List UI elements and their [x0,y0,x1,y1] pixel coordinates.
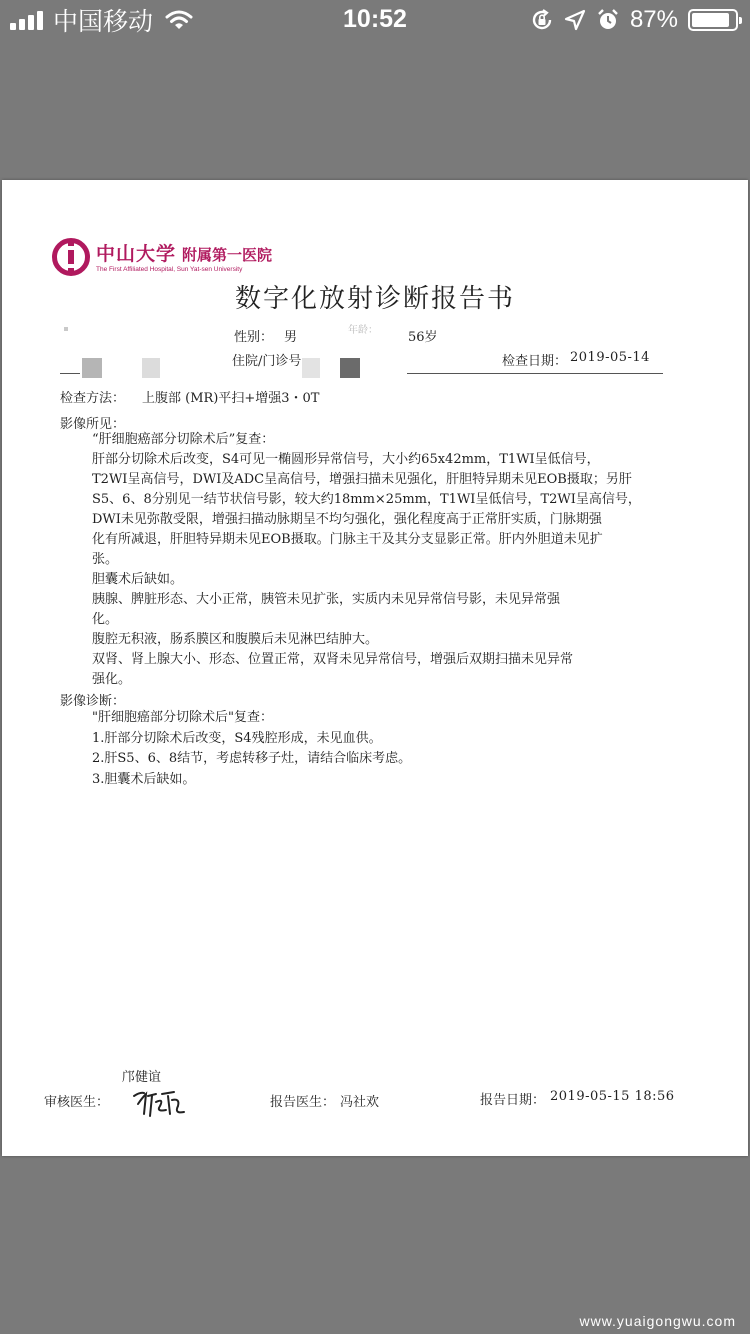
reviewer-signature [130,1084,186,1120]
report-title: 数字化放射诊断报告书 [234,284,515,314]
reviewer-label: 审核医生： [44,1095,110,1110]
diagnosis-line: "肝细胞癌部分切除术后"复查： [92,710,273,725]
findings-paragraph [92,530,692,551]
findings-line: 胆囊术后缺如。 [92,572,184,587]
findings-paragraph [92,550,118,571]
diagnosis-heading: 影像诊断： [60,694,126,709]
findings-paragraph [92,670,131,691]
exam-date-label: 检查日期： [502,354,568,369]
findings-paragraph [92,650,692,671]
reporter-name: 冯社欢 [340,1095,380,1110]
battery-fill [692,13,729,27]
findings-paragraph [92,470,692,491]
findings-line: “肝细胞癌部分切除术后”复查： [92,432,275,447]
diagnosis-line: 3.胆囊术后缺如。 [92,771,196,787]
redaction-block [64,327,68,331]
reviewer-name-stamp: 邝健谊 [122,1070,162,1085]
hospital-english-name: The First Affiliated Hospital, Sun Yat-sen University [96,266,243,273]
battery-percent: 87% [629,6,678,33]
redaction-block [82,358,102,378]
gender-label: 性别： [234,330,274,345]
diagnosis-line: 1.肝部分切除术后改变，S4残腔形成，未见血供。 [92,730,382,746]
age-value: 56岁 [408,330,438,345]
findings-paragraph [92,610,118,631]
hospital-emblem-icon [52,238,90,276]
findings-paragraph [92,570,183,591]
findings-heading: 影像所见： [60,417,126,432]
watermark-text: www.yuaigongwu.com [579,1313,736,1329]
location-icon [564,9,586,31]
findings-line: 双肾、肾上腺大小、形态、位置正常，双肾未见异常信号，增强后双期扫描未见异常 [92,652,574,667]
reporter-label: 报告医生： [270,1095,336,1110]
findings-paragraph [92,630,378,651]
findings-line: S5、6、8分别见一结节状信号影，较大约18mm×25mm，T1WI呈低信号，T2WI呈高信号， [92,492,641,507]
findings-paragraph [92,590,692,611]
battery-icon [688,9,738,31]
report-date-label: 报告日期： [480,1093,546,1108]
status-bar [0,0,750,40]
redaction-block [142,358,160,378]
clock-time: 10:52 [343,5,407,33]
findings-line: 腹腔无积液，肠系膜区和腹膜后未见淋巴结肿大。 [92,632,379,647]
alarm-icon [596,8,620,32]
visit-type-label: 住院/门诊号 [232,354,302,369]
findings-paragraph [92,490,692,511]
hospital-name-main: 中山大学 [96,243,177,265]
findings-body [92,430,274,451]
report-page [2,180,748,1156]
findings-line: DWI未见弥散受限，增强扫描动脉期呈不均匀强化，强化程度高于正常肝实质，门脉期强 [92,512,602,527]
age-label: 年龄： [348,325,378,336]
diagnosis-body [92,708,411,790]
findings-line: 强化。 [92,672,132,687]
findings-paragraph [92,450,692,471]
findings-paragraph [92,510,692,531]
findings-line: 化有所减退，肝胆特异期未见EOB摄取。门脉主干及其分支显影正常。肝内外胆道未见扩 [92,532,603,547]
report-date-value: 2019-05-15 18:56 [550,1089,675,1104]
hospital-dept: 附属第一医院 [182,246,273,264]
divider [60,373,80,374]
redaction-block [340,358,360,378]
rotation-lock-icon [530,8,554,32]
findings-line: 化。 [92,612,119,627]
diagnosis-line: 2.肝S5、6、8结节，考虑转移子灶，请结合临床考虑。 [92,751,412,766]
divider [407,373,663,374]
findings-line: 张。 [92,552,119,567]
exam-method-value: 上腹部 (MR)平扫+增强3・0T [142,391,320,406]
gender-value: 男 [284,330,298,345]
redaction-block [302,358,320,378]
findings-line: 肝部分切除术后改变，S4可见一椭圆形异常信号，大小约65x42mm，T1WI呈低信号， [92,452,600,467]
findings-line: T2WI呈高信号，DWI及ADC呈高信号，增强扫描未见强化，肝胆特异期未见EOB摄取；另肝 [92,472,632,487]
findings-line: 胰腺、脾脏形态、大小正常，胰管未见扩张，实质内未见异常信号影，未见异常强 [92,592,561,607]
hospital-name [96,239,272,266]
exam-date-value: 2019-05-14 [570,350,650,365]
exam-method-label: 检查方法： [60,391,126,406]
carrier-name: 中国移动 [53,8,154,36]
